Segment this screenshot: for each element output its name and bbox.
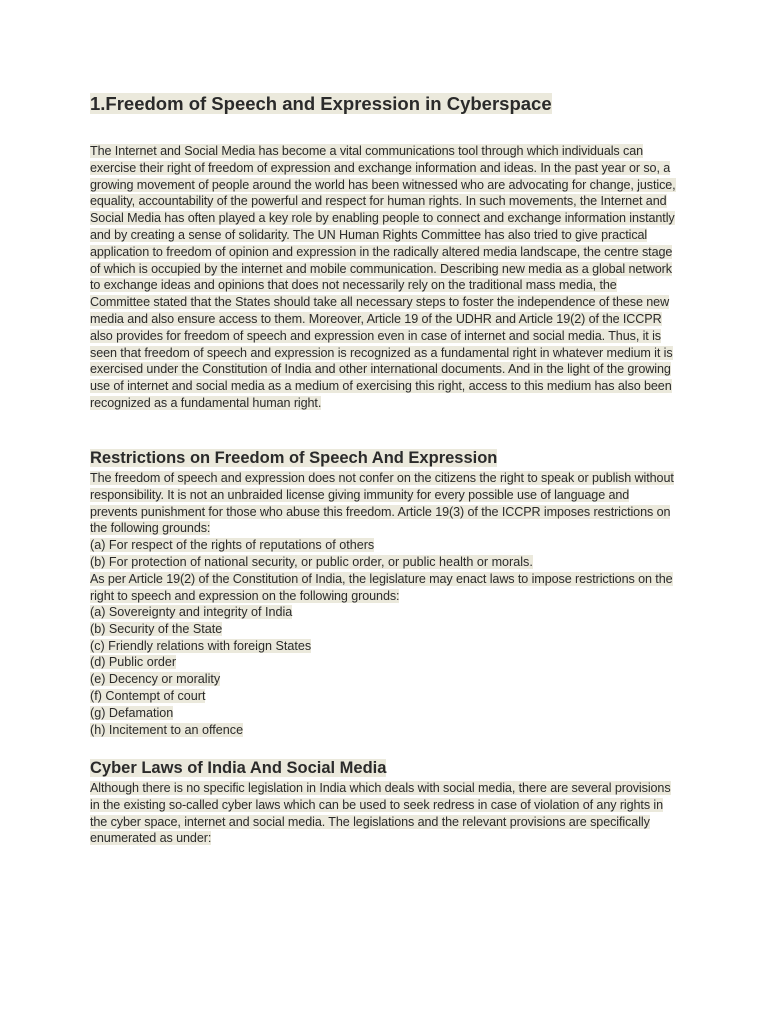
restrictions-paragraph [90,470,680,537]
constitution-paragraph-text: As per Article 19(2) of the Constitution of India, the legislature may enact laws to impose restrictions on the right to speech and expression on the following grounds: [90,572,673,603]
page-title [90,92,552,116]
list-item-text: (a) For respect of the rights of reputations of others [90,538,375,552]
list-item [90,537,533,554]
list-item [90,705,311,722]
list-item-text: (d) Public order [90,655,177,670]
constitution-paragraph [90,571,680,605]
intro-paragraph-text: The Internet and Social Media has become a vital communications tool through which individuals can exercise their right of freedom of expression and exchange information and ideas. In the past year or so, a growing movement of people around the world has been witnessed who are advocating for change, justice, equality, accountability of the powerful and respect for human rights. In such movements, the Internet and Social Media has often played a key role by enabling people to connect and exchange information instantly and by creating a sense of solidarity. The UN Human Rights Committee has also tried to give practical application to freedom of opinion and expression in the radically altered media landscape, the centre stage of which is occupied by the internet and mobile communication. Describing new media as a global network to exchange ideas and opinions that does not necessarily rely on the traditional mass media, the Committee stated that the States should take all necessary steps to foster the independence of these new media and also ensure access to them. Moreover, Article 19 of the UDHR and Article 19(2) of the ICCPR also provides for freedom of speech and expression even in case of internet and social media. Thus, it is seen that freedom of speech and expression is recognized as a fundamental right in whatever medium it is exercised under the Constitution of India and other international documents. And in the light of the growing use of internet and social media as a medium of exercising this right, access to this medium has also been recognized as a fundamental human right. [90,144,676,410]
cyber-laws-heading [90,757,386,779]
list-item-text: (h) Incitement to an offence [90,722,244,737]
page-title-text: 1.Freedom of Speech and Expression in Cyberspace [90,93,552,114]
list-item [90,654,311,671]
list-item [90,554,533,571]
cyber-laws-paragraph [90,780,680,847]
list-item [90,688,311,705]
list-item-text: (b) Security of the State [90,621,223,636]
list-item [90,621,311,638]
list-item-text: (a) Sovereignty and integrity of India [90,605,293,619]
list-item-text: (e) Decency or morality [90,672,221,687]
list-item-text: (c) Friendly relations with foreign States [90,638,312,653]
restrictions-heading-text: Restrictions on Freedom of Speech And Expression [90,449,498,467]
list-item [90,671,311,688]
list-item-text: (g) Defamation [90,705,174,720]
list-item [90,604,311,621]
cyber-laws-heading-text: Cyber Laws of India And Social Media [90,759,387,777]
restrictions-paragraph-text: The freedom of speech and expression does not confer on the citizens the right to speak or publish without responsibility. It is not an unbraided license giving immunity for every possible use of language and prevents punishment for those who abuse this freedom. Article 19(3) of the ICCPR imposes restrictions on the following grounds: [90,471,674,536]
cyber-laws-paragraph-text: Although there is no specific legislation in India which deals with social media, there are several provisions in the existing so-called cyber laws which can be used to seek redress in case of violation of any rights in the cyber space, internet and social media. The legislations and the relevant provisions are specifically enumerated as under: [90,781,671,846]
list-item [90,638,311,655]
iccpr-grounds-list [90,537,533,571]
intro-paragraph [90,143,680,412]
list-item [90,722,311,739]
list-item-text: (f) Contempt of court [90,688,206,703]
constitution-grounds-list [90,604,311,738]
restrictions-heading [90,447,497,469]
list-item-text: (b) For protection of national security, or public order, or public health or morals. [90,554,533,569]
